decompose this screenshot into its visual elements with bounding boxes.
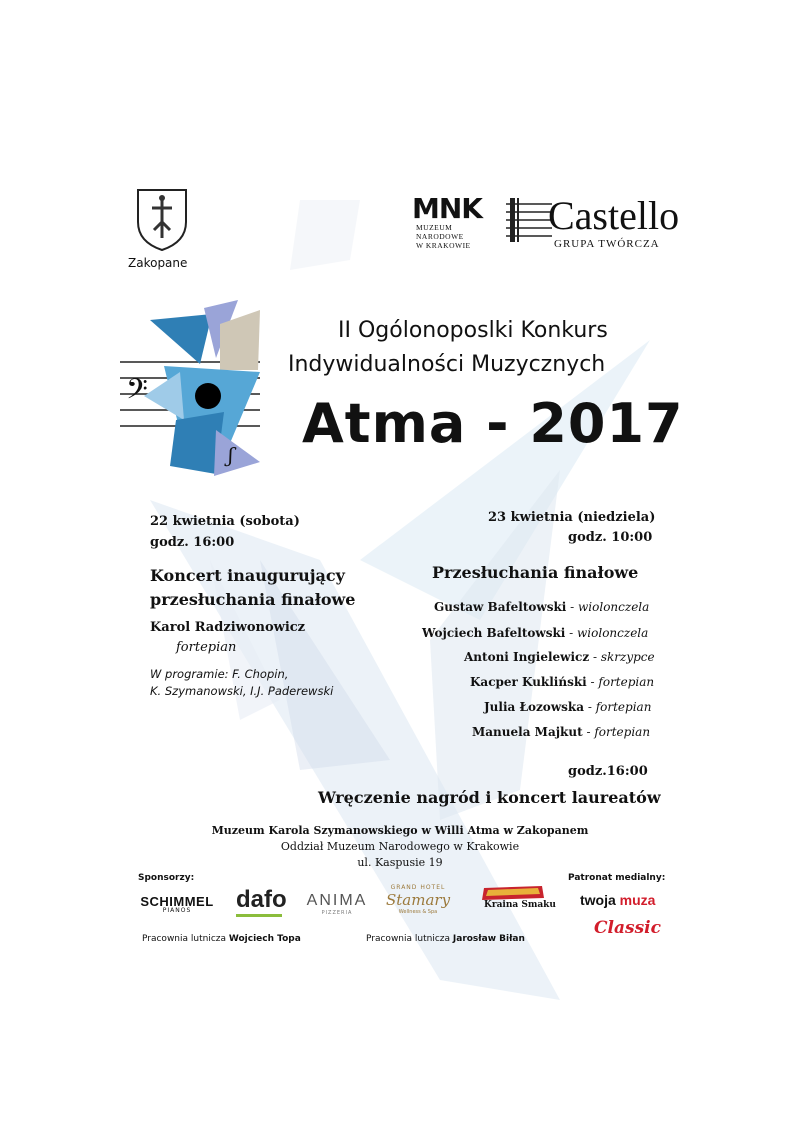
performer-row xyxy=(470,675,654,689)
title-line-2: Indywidualności Muzycznych xyxy=(288,352,606,377)
performer-instrument: wiolonczela xyxy=(577,626,649,640)
stamary-sub: Wellness & Spa xyxy=(398,909,438,915)
awards-time: godz.16:00 xyxy=(568,764,648,779)
kraina-smaku-name: Kraina Smaku xyxy=(484,900,556,910)
dafo-logo: dafo xyxy=(236,886,287,913)
mnk-line3: W KRAKOWIE xyxy=(416,241,471,250)
muza-text: muza xyxy=(619,892,656,908)
anima-sub: PIZZERIA xyxy=(321,910,353,916)
workshop-right-name: Jarosław Biłan xyxy=(452,934,525,944)
title-line-1: II Ogólonoposlki Konkurs xyxy=(338,318,608,343)
stamary-logo xyxy=(386,880,450,915)
performer-instrument: fortepian xyxy=(598,675,655,689)
performer-name: Antoni Ingielewicz xyxy=(464,650,590,664)
mnk-logo: MNK xyxy=(412,192,482,225)
performer-instrument: skrzypce xyxy=(600,650,655,664)
venue-line-3: ul. Kaspusie 19 xyxy=(357,856,443,869)
performer-row xyxy=(464,650,655,664)
performer-separator: - xyxy=(582,725,595,739)
zakopane-crest-icon xyxy=(134,186,190,252)
performer-instrument: wiolonczela xyxy=(578,600,650,614)
day1-instrument: fortepian xyxy=(176,640,237,655)
performer-separator: - xyxy=(589,650,601,664)
day1-heading-2: przesłuchania finałowe xyxy=(150,590,356,609)
performer-name: Kacper Kukliński xyxy=(470,675,587,689)
mnk-line1: MUZEUM xyxy=(416,223,453,232)
stamary-top: GRAND HOTEL xyxy=(390,884,446,891)
schimmel-logo xyxy=(138,894,216,914)
anima-name: ANIMA xyxy=(306,892,368,909)
workshop-left xyxy=(142,934,301,944)
performer-name: Gustaw Bafeltowski xyxy=(434,600,567,614)
workshop-right-prefix: Pracownia lutnicza xyxy=(366,934,451,944)
venue-line-1: Muzeum Karola Szymanowskiego w Willi Atma w Zakopanem xyxy=(211,824,589,837)
twoja-text: twoja xyxy=(580,892,616,908)
performer-instrument: fortepian xyxy=(595,700,652,714)
dafo-underline xyxy=(236,914,282,917)
day1-date: 22 kwietnia (sobota) xyxy=(150,514,300,529)
day1-performer: Karol Radziwonowicz xyxy=(150,620,306,635)
performer-name: Julia Łozowska xyxy=(484,700,584,714)
stamary-name: Stamary xyxy=(386,891,451,909)
workshop-right xyxy=(366,934,525,944)
day1-program-2: K. Szymanowski, I.J. Paderewski xyxy=(150,684,334,698)
day2-heading: Przesłuchania finałowe xyxy=(432,563,639,582)
workshop-left-prefix: Pracownia lutnicza xyxy=(142,934,227,944)
day1-time: godz. 16:00 xyxy=(150,535,235,550)
anima-logo xyxy=(304,892,370,916)
performer-separator: - xyxy=(566,600,579,614)
castello-logo: Castello xyxy=(548,193,680,238)
performer-name: Wojciech Bafeltowski xyxy=(422,626,566,640)
day1-program-1: W programie: F. Chopin, xyxy=(150,667,289,681)
venue-line-2: Oddział Muzeum Narodowego w Krakowie xyxy=(280,840,520,853)
performer-row xyxy=(422,626,648,640)
svg-text:ʃ: ʃ xyxy=(228,443,234,467)
day1-heading-1: Koncert inaugurujący xyxy=(150,566,345,585)
performer-row xyxy=(434,600,649,614)
castello-staff-icon xyxy=(506,192,552,248)
castello-subtitle: GRUPA TWÓRCZA xyxy=(554,238,660,250)
performer-separator: - xyxy=(584,700,596,714)
performer-instrument: fortepian xyxy=(594,725,651,739)
patronat-label: Patronat medialny: xyxy=(568,873,666,883)
sponsors-label: Sponsorzy: xyxy=(138,873,195,883)
schimmel-name: SCHIMMEL xyxy=(140,894,214,909)
mnk-line2: NARODOWE xyxy=(416,232,464,241)
day2-time: godz. 10:00 xyxy=(568,530,653,545)
workshop-left-name: Wojciech Topa xyxy=(228,934,301,944)
performer-row xyxy=(472,725,650,739)
atma-music-logo-icon xyxy=(120,300,270,480)
crest-label: Zakopane xyxy=(128,256,188,270)
performer-row xyxy=(484,700,651,714)
performer-name: Manuela Majkut xyxy=(472,725,583,739)
twoja-muza-logo xyxy=(580,892,655,908)
svg-text:𝄢: 𝄢 xyxy=(126,373,148,413)
classic-logo: Classic xyxy=(594,918,661,938)
performer-separator: - xyxy=(586,675,599,689)
schimmel-sub: PIANOS xyxy=(162,907,192,914)
main-title: Atma - 2017 xyxy=(302,392,684,455)
performer-separator: - xyxy=(565,626,578,640)
day2-date: 23 kwietnia (niedziela) xyxy=(488,510,656,525)
awards-heading: Wręczenie nagród i koncert laureatów xyxy=(318,788,661,807)
